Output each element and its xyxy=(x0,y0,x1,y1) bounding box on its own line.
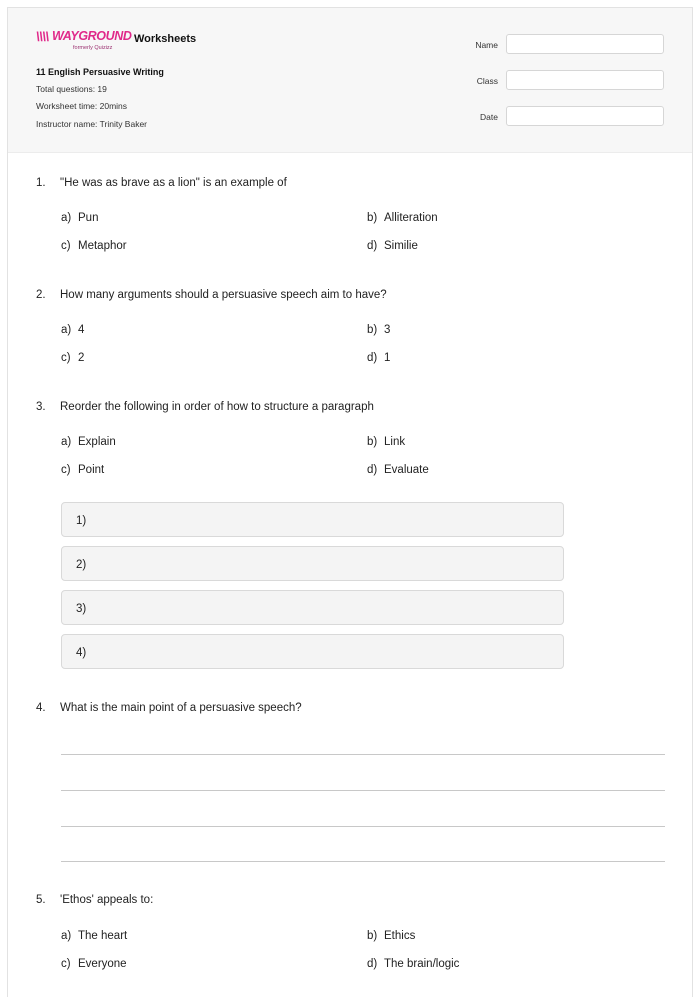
option-text: Link xyxy=(384,436,406,448)
answer-line[interactable] xyxy=(61,790,665,791)
option-text: Point xyxy=(78,464,105,476)
worksheet-page xyxy=(7,7,693,997)
option-letter: b) xyxy=(367,324,378,336)
option-text: Evaluate xyxy=(384,464,429,476)
answer-line[interactable] xyxy=(61,754,665,755)
instructor-name: Instructor name: Trinity Baker xyxy=(36,119,148,129)
order-slot-1[interactable]: 1) xyxy=(61,502,564,537)
question-text: 'Ethos' appeals to: xyxy=(60,894,154,906)
option-c[interactable] xyxy=(61,958,127,970)
logo-wordmark: WAYGROUND xyxy=(52,29,132,43)
option-letter: b) xyxy=(367,436,378,448)
option-b[interactable] xyxy=(367,930,415,942)
worksheet-time: Worksheet time: 20mins xyxy=(36,101,128,111)
worksheet-title: 11 English Persuasive Writing xyxy=(36,67,164,77)
wayground-logo xyxy=(36,28,132,56)
worksheet-header xyxy=(8,8,692,153)
option-letter: c) xyxy=(61,958,71,970)
option-letter: d) xyxy=(367,240,378,252)
question-text: How many arguments should a persuasive speech aim to have? xyxy=(60,289,387,301)
option-text: Pun xyxy=(78,212,99,224)
option-b[interactable] xyxy=(367,212,438,224)
question-3 xyxy=(36,401,374,413)
option-text: 2 xyxy=(78,352,85,364)
option-text: The brain/logic xyxy=(384,958,460,970)
question-number: 4. xyxy=(36,702,46,714)
question-5 xyxy=(36,894,153,906)
option-text: 3 xyxy=(384,324,391,336)
option-letter: b) xyxy=(367,212,378,224)
question-text: "He was as brave as a lion" is an example of xyxy=(60,177,287,189)
option-a[interactable] xyxy=(61,212,98,224)
option-letter: a) xyxy=(61,930,72,942)
question-number: 1. xyxy=(36,177,46,189)
option-d[interactable] xyxy=(367,240,418,252)
option-letter: d) xyxy=(367,352,378,364)
option-b[interactable] xyxy=(367,324,390,336)
option-text: The heart xyxy=(78,930,128,942)
option-a[interactable] xyxy=(61,930,127,942)
option-letter: b) xyxy=(367,930,378,942)
question-number: 3. xyxy=(36,401,46,413)
name-label: Name xyxy=(475,40,498,50)
option-a[interactable] xyxy=(61,436,116,448)
option-text: Alliteration xyxy=(384,212,438,224)
name-field[interactable] xyxy=(506,34,664,54)
option-letter: a) xyxy=(61,324,72,336)
option-text: 4 xyxy=(78,324,85,336)
answer-line[interactable] xyxy=(61,861,665,862)
option-d[interactable] xyxy=(367,352,390,364)
option-text: Metaphor xyxy=(78,240,127,252)
option-letter: d) xyxy=(367,464,378,476)
question-4 xyxy=(36,702,302,714)
date-label: Date xyxy=(480,112,498,122)
question-text: What is the main point of a persuasive speech? xyxy=(60,702,302,714)
answer-line[interactable] xyxy=(61,826,665,827)
question-number: 5. xyxy=(36,894,46,906)
option-letter: c) xyxy=(61,352,71,364)
option-letter: a) xyxy=(61,212,72,224)
option-text: 1 xyxy=(384,352,391,364)
question-1 xyxy=(36,177,287,189)
order-slot-2[interactable]: 2) xyxy=(61,546,564,581)
logo-subtitle: formerly Quizizz xyxy=(73,45,113,51)
class-field[interactable] xyxy=(506,70,664,90)
question-2 xyxy=(36,289,387,301)
question-text: Reorder the following in order of how to structure a paragraph xyxy=(60,401,374,413)
option-letter: c) xyxy=(61,464,71,476)
option-text: Explain xyxy=(78,436,116,448)
question-number: 2. xyxy=(36,289,46,301)
order-slot-4[interactable]: 4) xyxy=(61,634,564,669)
option-c[interactable] xyxy=(61,240,127,252)
option-text: Ethics xyxy=(384,930,416,942)
option-d[interactable] xyxy=(367,958,459,970)
option-letter: a) xyxy=(61,436,72,448)
option-a[interactable] xyxy=(61,324,84,336)
date-field[interactable] xyxy=(506,106,664,126)
total-questions: Total questions: 19 xyxy=(36,84,107,94)
brand xyxy=(36,28,196,56)
option-letter: c) xyxy=(61,240,71,252)
option-b[interactable] xyxy=(367,436,405,448)
option-c[interactable] xyxy=(61,464,104,476)
option-letter: d) xyxy=(367,958,378,970)
option-d[interactable] xyxy=(367,464,429,476)
option-text: Similie xyxy=(384,240,418,252)
class-label: Class xyxy=(476,76,498,86)
option-c[interactable] xyxy=(61,352,84,364)
brand-title: Worksheets xyxy=(134,33,197,45)
logo-mark-icon: \\\\ xyxy=(36,29,49,44)
order-slot-3[interactable]: 3) xyxy=(61,590,564,625)
option-text: Everyone xyxy=(78,958,127,970)
